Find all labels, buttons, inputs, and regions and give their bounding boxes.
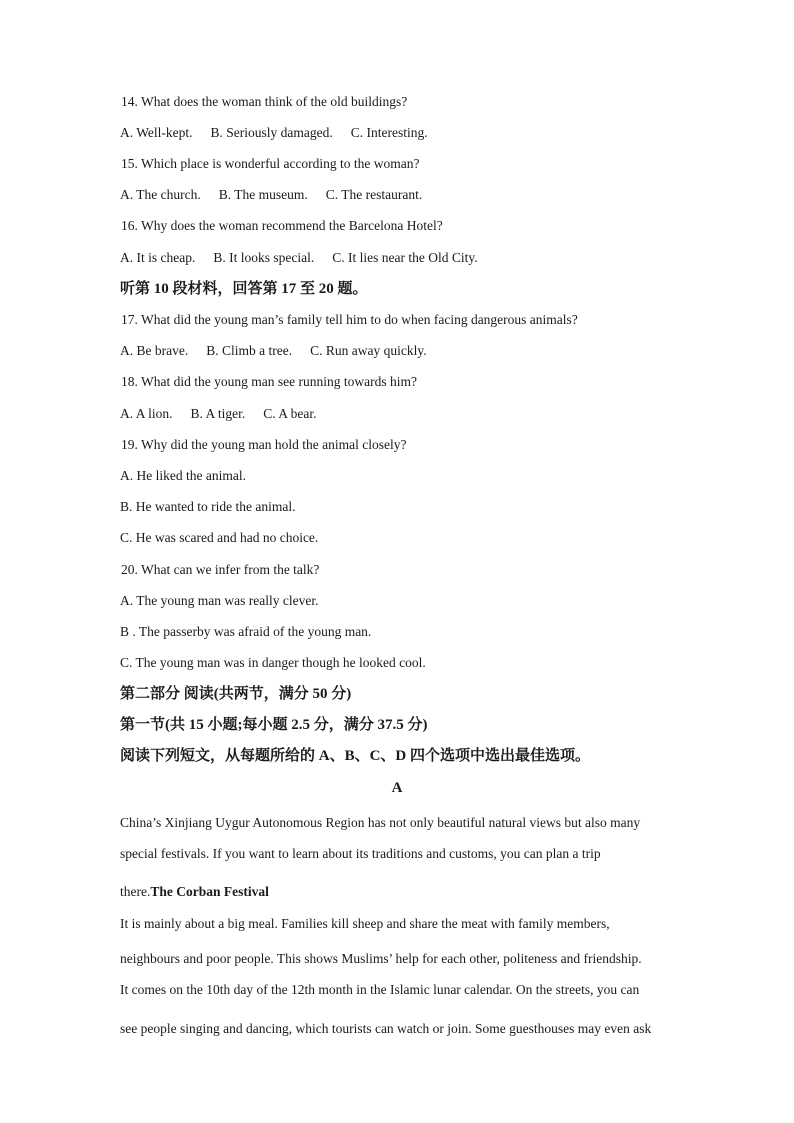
passage-intro-line-3 — [120, 884, 269, 900]
option-b: B. Climb a tree. — [206, 343, 293, 358]
option-a: A. Be brave. — [120, 343, 189, 358]
passage-intro-line-1: China’s Xinjiang Uygur Autonomous Region has not only beautiful natural views but also many — [120, 815, 641, 830]
option-b: B. The museum. — [218, 187, 308, 202]
passage-body-line-2: neighbours and poor people. This shows Muslims’ help for each other, politeness and friendship. — [120, 951, 642, 966]
passage-intro-line-2: special festivals. If you want to learn about its traditions and customs, you can plan a trip — [120, 846, 601, 861]
passage-body-line-4: see people singing and dancing, which tourists can watch or join. Some guesthouses may even ask — [120, 1021, 652, 1036]
question-15-options — [120, 187, 422, 203]
option-a: A. A lion. — [120, 406, 173, 421]
question-20-option-a: A. The young man was really clever. — [120, 593, 319, 608]
passage-body-line-3: It comes on the 10th day of the 12th month in the Islamic lunar calendar. On the streets, you can — [120, 982, 640, 997]
option-c: C. A bear. — [263, 406, 317, 421]
question-20-option-c: C. The young man was in danger though he looked cool. — [120, 655, 426, 670]
question-19-option-a: A. He liked the animal. — [120, 468, 246, 483]
question-19-option-b: B. He wanted to ride the animal. — [120, 499, 296, 514]
instruction-heading: 阅读下列短文，从每题所给的 A、B、C、D 四个选项中选出最佳选项。 — [120, 748, 591, 764]
part-2-heading: 第二部分 阅读(共两节，满分 50 分) — [120, 686, 352, 702]
question-14-options — [120, 125, 428, 141]
option-a: A. It is cheap. — [120, 250, 196, 265]
question-16-options — [120, 250, 478, 266]
question-20: 20. What can we infer from the talk? — [121, 562, 320, 577]
question-15: 15. Which place is wonderful according to the woman? — [121, 156, 420, 171]
intro-tail: there. — [120, 884, 151, 899]
option-c: C. It lies near the Old City. — [332, 250, 478, 265]
option-a: A. The church. — [120, 187, 201, 202]
option-c: C. Run away quickly. — [310, 343, 427, 358]
section-10-heading: 听第 10 段材料，回答第 17 至 20 题。 — [120, 281, 368, 297]
question-17: 17. What did the young man’s family tell him to do when facing dangerous animals? — [121, 312, 578, 327]
section-1-heading: 第一节(共 15 小题;每小题 2.5 分，满分 37.5 分) — [120, 717, 428, 733]
option-b: B. It looks special. — [213, 250, 315, 265]
option-c: C. Interesting. — [350, 125, 428, 140]
question-19: 19. Why did the young man hold the animal closely? — [121, 437, 407, 452]
passage-subtitle: The Corban Festival — [150, 884, 269, 899]
passage-body-line-1: It is mainly about a big meal. Families kill sheep and share the meat with family members, — [120, 916, 610, 931]
question-18-options — [120, 406, 317, 422]
question-14: 14. What does the woman think of the old buildings? — [121, 94, 408, 109]
option-b: B. A tiger. — [190, 406, 246, 421]
question-16: 16. Why does the woman recommend the Barcelona Hotel? — [121, 218, 443, 233]
option-c: C. The restaurant. — [325, 187, 423, 202]
question-19-option-c: C. He was scared and had no choice. — [120, 530, 319, 545]
question-20-option-b: B . The passerby was afraid of the young man. — [120, 624, 372, 639]
question-17-options — [120, 343, 427, 359]
passage-letter: A — [391, 780, 403, 796]
option-a: A. Well-kept. — [120, 125, 193, 140]
option-b: B. Seriously damaged. — [210, 125, 333, 140]
question-18: 18. What did the young man see running towards him? — [121, 374, 417, 389]
